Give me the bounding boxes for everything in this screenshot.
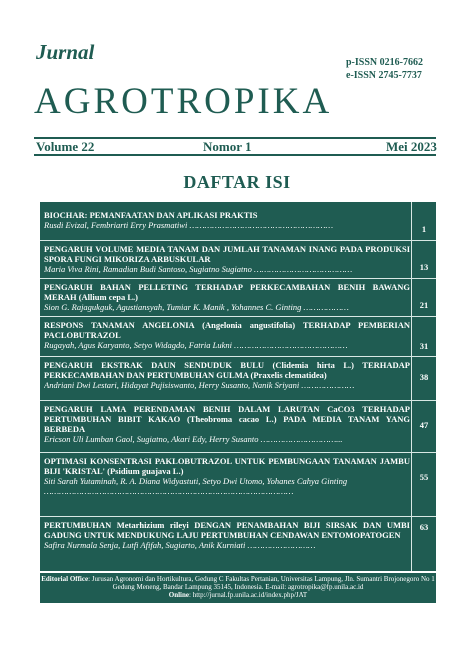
toc-entry[interactable]	[40, 316, 436, 356]
entry-authors: Siti Sarah Yutaminah, R. A. Diana Widyastuti, Setyo Dwi Utomo, Yohanes Cahya Ginting ………………………………………………………………………………………	[44, 476, 348, 496]
volume-label: Volume 22	[36, 139, 95, 154]
online-url[interactable]: : http://jurnal.fp.unila.ac.id/index.php/JAT	[189, 591, 308, 599]
entry-authors: Safira Nurmala Senja, Lutfi Afifah, Sugiarto, Anik Kurniati ………………………	[44, 540, 316, 550]
entry-authors: Ericson Uli Lumban Gaol, Sugiatno, Akari Edy, Herry Susanto …………………………...	[44, 434, 343, 444]
entry-authors: Rugayah, Agus Karyanto, Setyo Widagdo, Fatria Lukni ………………………………………	[44, 340, 348, 350]
office-label: Editorial Office	[41, 575, 89, 583]
e-issn: e-ISSN 2745-7737	[346, 70, 422, 81]
entry-page: 38	[419, 372, 429, 382]
toc-entry[interactable]	[40, 516, 436, 571]
toc-table	[40, 202, 436, 571]
entry-page: 21	[419, 300, 429, 310]
entry-title: PENGARUH LAMA PERENDAMAN BENIH DALAM LARUTAN CaCO3 TERHADAP PERTUMBUHAN BIBIT KAKAO (Theobroma cacao L.) PADA MEDIA TANAM YANG BERBEDA	[44, 404, 410, 434]
entry-page: 55	[419, 472, 429, 482]
entry-authors: Rusdi Evizal, Fembriarti Erry Prasmatiwi …………………………………………………	[44, 220, 334, 230]
issue-date: Mei 2023	[386, 139, 437, 154]
editorial-office	[40, 575, 436, 591]
toc-entry[interactable]	[40, 452, 436, 516]
toc-entry[interactable]	[40, 400, 436, 452]
entry-title: RESPONS TANAMAN ANGELONIA (Angelonia angustifolia) TERHADAP PEMBERIAN PACLOBUTRAZOL	[44, 320, 410, 340]
entry-title: PENGARUH BAHAN PELLETING TERHADAP PERKECAMBAHAN BENIH BAWANG MERAH (Allium cepa L.)	[44, 282, 410, 302]
toc-entry[interactable]	[40, 278, 436, 316]
toc-entry[interactable]	[40, 240, 436, 278]
online-label: Online	[168, 591, 189, 599]
office-text: : Jurusan Agronomi dan Hortikultura, Gedung C Fakultas Pertanian, Universitas Lampung, Jln. Sumantri Brojonegoro No 1 Gedung Meneng, Bandar Lampung 35145, Indonesia. E-mail: agrotropika@fp.unila.ac.id	[88, 575, 435, 591]
entry-title: BIOCHAR: PEMANFAATAN DAN APLIKASI PRAKTIS	[44, 210, 258, 220]
toc-entry[interactable]	[40, 210, 436, 240]
entry-page: 63	[419, 522, 429, 532]
online-info	[40, 591, 436, 599]
entry-page: 31	[419, 341, 429, 351]
journal-title: AGROTROPIKA	[34, 81, 333, 122]
entry-title: PERTUMBUHAN Metarhizium rileyi DENGAN PENAMBAHAN BIJI SIRSAK DAN UMBI GADUNG UNTUK MENDUKUNG LAJU PERTUMBUHAN CENDAWAN ENTOMOPATOGEN	[44, 520, 410, 540]
entry-authors: Sion G. Rajagukguk, Agustiansyah, Tumiar K. Manik , Yohannes C. Ginting ………………	[44, 302, 349, 312]
toc-heading: DAFTAR ISI	[183, 172, 291, 192]
entry-title: PENGARUH EKSTRAK DAUN SENDUDUK BULU (Clidemia hirta L.) TERHADAP PERKECAMBAHAN DAN PERTUMBUHAN GULMA (Praxelis clematidea)	[44, 360, 410, 380]
entry-page: 1	[421, 224, 427, 234]
entry-page: 13	[419, 262, 429, 272]
entry-authors: Andriani Dwi Lestari, Hidayat Pujisiswanto, Herry Susanto, Nanik Sriyani …………………	[44, 380, 355, 390]
entry-title: OPTIMASI KONSENTRASI PAKLOBUTRAZOL UNTUK PEMBUNGAAN TANAMAN JAMBU BIJI 'KRISTAL' (Psidium guajava L.)	[44, 456, 410, 476]
toc-entry[interactable]	[40, 356, 436, 400]
bottom-rule	[34, 154, 436, 156]
footer	[40, 573, 436, 603]
journal-label: Jurnal	[36, 40, 95, 64]
entry-authors: Maria Viva Rini, Ramadian Budi Santoso, Sugiatno Sugiatno …………………………………	[44, 264, 353, 274]
issue-number: Nomor 1	[203, 139, 252, 154]
entry-title: PENGARUH VOLUME MEDIA TANAM DAN JUMLAH TANAMAN INANG PADA PRODUKSI SPORA FUNGI MIKORIZA ARBUSKULAR	[44, 244, 410, 264]
p-issn: p-ISSN 0216-7662	[346, 57, 423, 68]
entry-page: 47	[419, 420, 429, 430]
